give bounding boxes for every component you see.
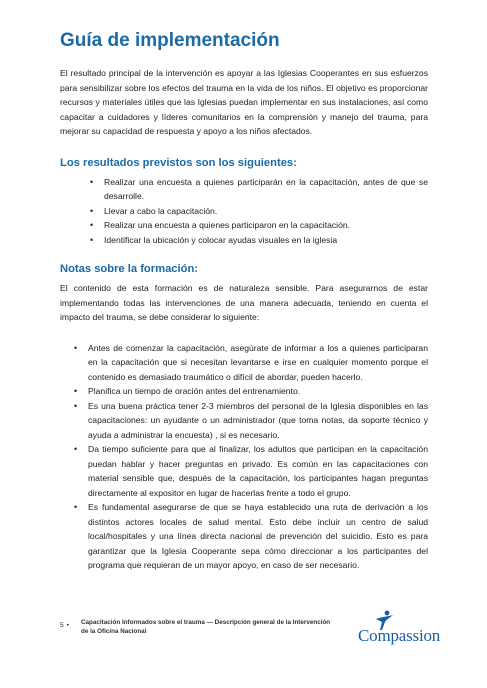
results-heading: Los resultados previstos son los siguientes: xyxy=(60,156,297,169)
results-list xyxy=(90,175,428,248)
notes-paragraph: El contenido de esta formación es de naturaleza sensible. Para asegurarnos de estar implementando todas las intervenciones de una manera adecuada, teniendo en cuenta el impacto del trauma, se debe considerar lo siguiente: xyxy=(60,283,428,322)
list-item: • Da tiempo suficiente para que al finalizar, los adultos que participan en la capacitación puedan hablar y hacer preguntas en privado. Es común en las capacitaciones con material sensible que, después de la capacitación, los participantes hagan preguntas directamente al expositor en lugar de hacerlas frente a todo el grupo. xyxy=(74,442,428,500)
list-item: • Identificar la ubicación y colocar ayudas visuales en la iglesia xyxy=(90,233,428,248)
list-item: • Es una buena práctica tener 2-3 miembros del personal de la Iglesia disponibles en las capacitaciones: un ayudante o un administrador (que toma notas, da soporte técnico y ayuda a administrar la encuesta) , si es necesario. xyxy=(74,399,428,443)
footer-text: Capacitación Informados sobre el trauma — Descripción general de la Intervención de la Oficina Nacional xyxy=(81,619,331,635)
list-item: • Realizar una encuesta a quienes participaron en la capacitación. xyxy=(90,218,428,233)
notes-list xyxy=(74,341,428,573)
compassion-logo xyxy=(358,610,450,650)
page-footer xyxy=(60,618,450,658)
document-page xyxy=(60,30,428,573)
page-title: Guía de implementación xyxy=(60,30,280,51)
list-item: • Realizar una encuesta a quienes participarán en la capacitación, antes de que se desarrolle. xyxy=(90,175,428,204)
logo-text: Compassion xyxy=(358,626,441,645)
notes-heading: Notas sobre la formación: xyxy=(60,263,199,275)
list-item: • Es fundamental asegurarse de que se haya establecido una ruta de derivación a los distintos actores locales de salud mental. Esto debe incluir un centro de salud local/hospitales y una línea directa nacional de prevención del suicidio. Esto es para garantizar que la Iglesia Cooperante sepa cómo direccionar a los participantes del programa que requieran de un mayor apoyo, en caso de ser necesario. xyxy=(74,500,428,573)
list-item: • Planifica un tiempo de oración antes del entrenamiento. xyxy=(74,384,428,399)
list-item: • Llevar a cabo la capacitación. xyxy=(90,204,428,219)
intro-paragraph: El resultado principal de la intervención es apoyar a las Iglesias Cooperantes en sus esfuerzos para sensibilizar sobre los efectos del trauma en la vida de los niños. El objetivo es proporcionar recursos y materiales útiles que las Iglesias puedan implementar en sus instalaciones, así como capacitar a cuidadores y líderes comunitarios en la comprensión y manejo del trauma, para mejorar su capacidad de respuesta y apoyo a los niños afectados. xyxy=(60,68,428,136)
page-number: 5 • xyxy=(60,622,69,629)
list-item: • Antes de comenzar la capacitación, asegúrate de informar a los a quienes participaran en la capacitación que si necesitan levantarse e irse en cualquier momento porque el contenido es demasiado traumático o difícil de abordar, pueden hacerlo. xyxy=(74,341,428,385)
